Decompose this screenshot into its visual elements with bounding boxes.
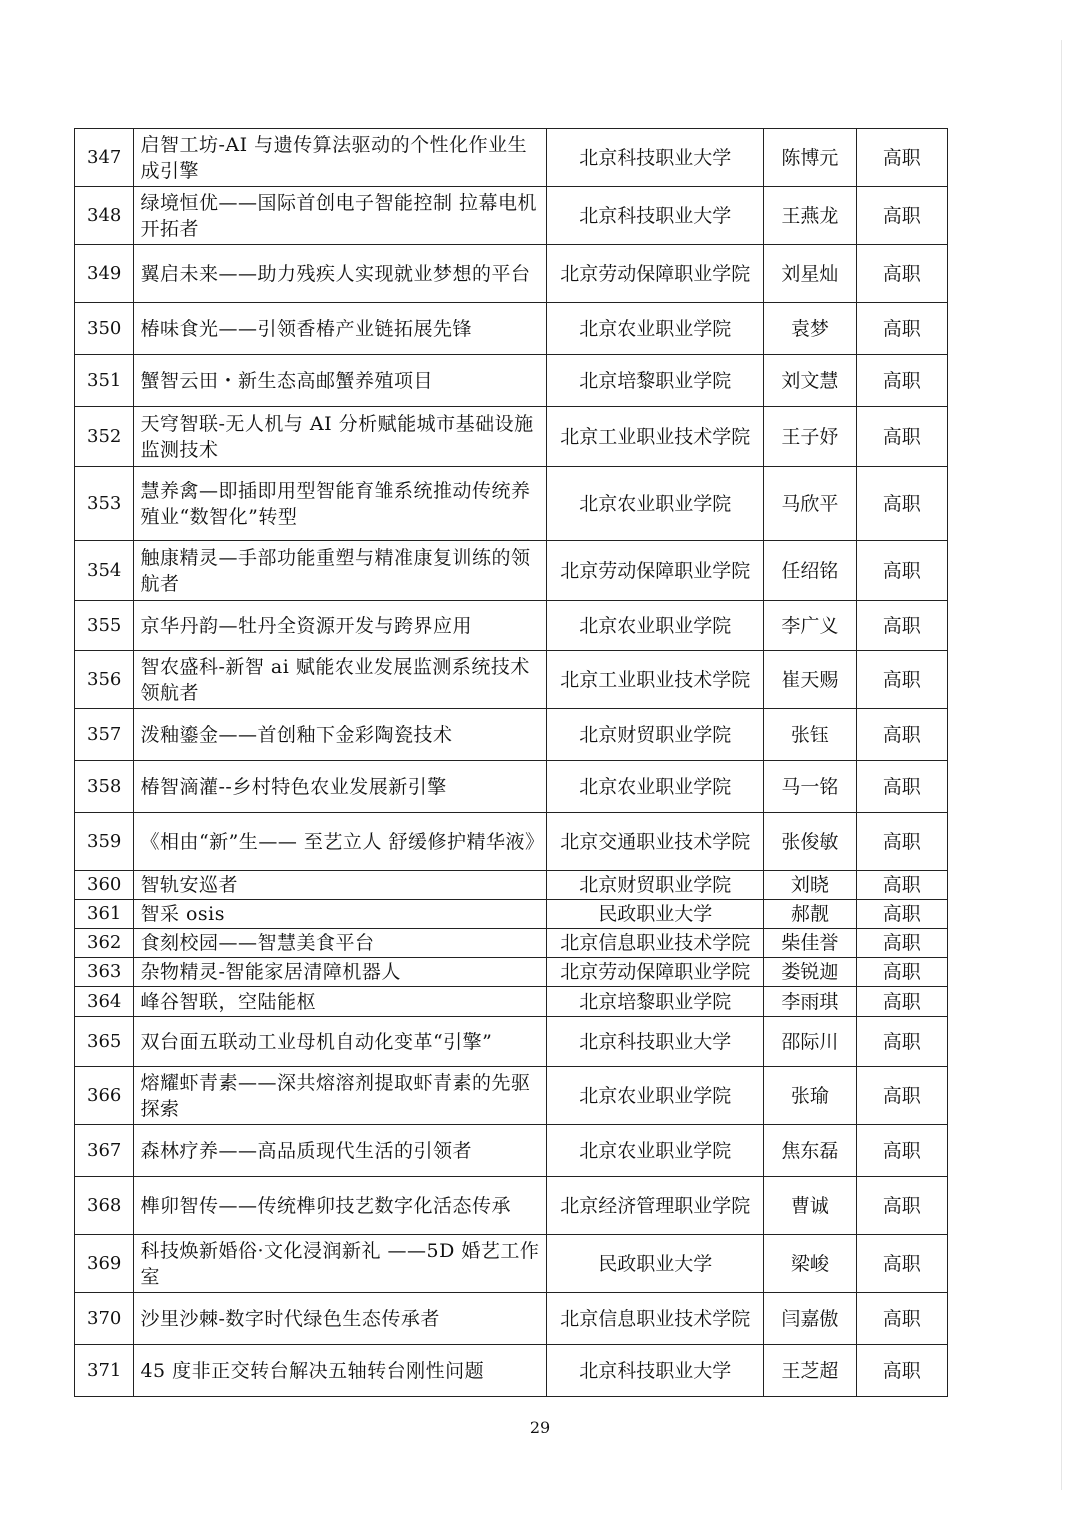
leader-cell: 王燕龙	[764, 187, 856, 245]
leader-cell: 刘文慧	[764, 355, 856, 407]
leader-cell: 焦东磊	[764, 1125, 856, 1177]
school-cell: 北京信息职业技术学院	[547, 1293, 764, 1345]
table-row	[75, 651, 948, 709]
table-row	[75, 987, 948, 1017]
row-number-cell: 363	[75, 958, 134, 987]
leader-cell: 张俊敏	[764, 813, 856, 871]
project-name-cell: 天穹智联-无人机与 AI 分析赋能城市基础设施监测技术	[134, 407, 547, 467]
project-name-cell: 智采 osis	[134, 900, 547, 929]
school-cell: 北京劳动保障职业学院	[547, 245, 764, 303]
table-row	[75, 761, 948, 813]
school-cell: 北京经济管理职业学院	[547, 1177, 764, 1235]
leader-cell: 李广义	[764, 601, 856, 651]
school-cell: 民政职业大学	[547, 1235, 764, 1293]
row-number-cell: 353	[75, 467, 134, 541]
row-number-cell: 361	[75, 900, 134, 929]
scan-margin-line	[1061, 40, 1062, 1490]
level-cell: 高职	[856, 303, 947, 355]
row-number-cell: 369	[75, 1235, 134, 1293]
table-row	[75, 871, 948, 900]
row-number-cell: 371	[75, 1345, 134, 1397]
school-cell: 北京劳动保障职业学院	[547, 958, 764, 987]
school-cell: 北京信息职业技术学院	[547, 929, 764, 958]
table-row	[75, 1125, 948, 1177]
project-name-cell: 泼釉鎏金——首创釉下金彩陶瓷技术	[134, 709, 547, 761]
school-cell: 北京农业职业学院	[547, 1067, 764, 1125]
table-row	[75, 900, 948, 929]
award-list-body	[75, 129, 948, 1397]
leader-cell: 邵际川	[764, 1017, 856, 1067]
leader-cell: 袁梦	[764, 303, 856, 355]
page-number: 29	[529, 1418, 551, 1437]
project-name-cell: 杂物精灵-智能家居清障机器人	[134, 958, 547, 987]
row-number-cell: 358	[75, 761, 134, 813]
project-name-cell: 科技焕新婚俗·文化浸润新礼 ——5D 婚艺工作室	[134, 1235, 547, 1293]
level-cell: 高职	[856, 871, 947, 900]
level-cell: 高职	[856, 1125, 947, 1177]
table-row	[75, 187, 948, 245]
table-row	[75, 129, 948, 187]
project-name-cell: 启智工坊-AI 与遗传算法驱动的个性化作业生成引擎	[134, 129, 547, 187]
leader-cell: 刘星灿	[764, 245, 856, 303]
project-name-cell: 京华丹韵—牡丹全资源开发与跨界应用	[134, 601, 547, 651]
table-row	[75, 355, 948, 407]
table-row	[75, 407, 948, 467]
table-row	[75, 958, 948, 987]
row-number-cell: 367	[75, 1125, 134, 1177]
project-name-cell: 森林疗养——高品质现代生活的引领者	[134, 1125, 547, 1177]
project-name-cell: 慧养禽—即插即用型智能育雏系统推动传统养殖业“数智化”转型	[134, 467, 547, 541]
school-cell: 北京农业职业学院	[547, 303, 764, 355]
leader-cell: 李雨琪	[764, 987, 856, 1017]
level-cell: 高职	[856, 601, 947, 651]
row-number-cell: 350	[75, 303, 134, 355]
level-cell: 高职	[856, 900, 947, 929]
school-cell: 北京工业职业技术学院	[547, 407, 764, 467]
leader-cell: 马一铭	[764, 761, 856, 813]
project-name-cell: 椿味食光——引领香椿产业链拓展先锋	[134, 303, 547, 355]
row-number-cell: 354	[75, 541, 134, 601]
table-row	[75, 929, 948, 958]
project-name-cell: 智轨安巡者	[134, 871, 547, 900]
level-cell: 高职	[856, 929, 947, 958]
project-name-cell: 熔耀虾青素——深共熔溶剂提取虾青素的先驱探索	[134, 1067, 547, 1125]
level-cell: 高职	[856, 355, 947, 407]
school-cell: 北京农业职业学院	[547, 601, 764, 651]
school-cell: 北京培黎职业学院	[547, 987, 764, 1017]
level-cell: 高职	[856, 129, 947, 187]
leader-cell: 闫嘉傲	[764, 1293, 856, 1345]
row-number-cell: 351	[75, 355, 134, 407]
project-name-cell: 榫卯智传——传统榫卯技艺数字化活态传承	[134, 1177, 547, 1235]
project-name-cell: 触康精灵—手部功能重塑与精准康复训练的领航者	[134, 541, 547, 601]
row-number-cell: 360	[75, 871, 134, 900]
level-cell: 高职	[856, 467, 947, 541]
table-row	[75, 1067, 948, 1125]
row-number-cell: 365	[75, 1017, 134, 1067]
level-cell: 高职	[856, 987, 947, 1017]
level-cell: 高职	[856, 245, 947, 303]
leader-cell: 曹诚	[764, 1177, 856, 1235]
leader-cell: 梁峻	[764, 1235, 856, 1293]
school-cell: 北京科技职业大学	[547, 1017, 764, 1067]
table-row	[75, 1293, 948, 1345]
table-row	[75, 541, 948, 601]
row-number-cell: 368	[75, 1177, 134, 1235]
level-cell: 高职	[856, 1345, 947, 1397]
table-row	[75, 303, 948, 355]
level-cell: 高职	[856, 407, 947, 467]
row-number-cell: 364	[75, 987, 134, 1017]
project-name-cell: 沙里沙棘-数字时代绿色生态传承者	[134, 1293, 547, 1345]
level-cell: 高职	[856, 958, 947, 987]
table-row	[75, 1177, 948, 1235]
project-name-cell: 45 度非正交转台解决五轴转台刚性问题	[134, 1345, 547, 1397]
project-name-cell: 智农盛科-新智 ai 赋能农业发展监测系统技术领航者	[134, 651, 547, 709]
table-row	[75, 1017, 948, 1067]
row-number-cell: 370	[75, 1293, 134, 1345]
school-cell: 北京工业职业技术学院	[547, 651, 764, 709]
project-name-cell: 翼启未来——助力残疾人实现就业梦想的平台	[134, 245, 547, 303]
level-cell: 高职	[856, 1017, 947, 1067]
table-row	[75, 1235, 948, 1293]
leader-cell: 刘晓	[764, 871, 856, 900]
school-cell: 北京农业职业学院	[547, 467, 764, 541]
table-row	[75, 245, 948, 303]
level-cell: 高职	[856, 813, 947, 871]
table-row	[75, 1345, 948, 1397]
leader-cell: 郝靓	[764, 900, 856, 929]
row-number-cell: 349	[75, 245, 134, 303]
level-cell: 高职	[856, 1293, 947, 1345]
project-name-cell: 椿智滴灌--乡村特色农业发展新引擎	[134, 761, 547, 813]
level-cell: 高职	[856, 761, 947, 813]
level-cell: 高职	[856, 1067, 947, 1125]
leader-cell: 张钰	[764, 709, 856, 761]
school-cell: 北京财贸职业学院	[547, 709, 764, 761]
project-name-cell: 蟹智云田・新生态高邮蟹养殖项目	[134, 355, 547, 407]
row-number-cell: 355	[75, 601, 134, 651]
leader-cell: 王子妤	[764, 407, 856, 467]
row-number-cell: 357	[75, 709, 134, 761]
project-name-cell: 绿境恒优——国际首创电子智能控制 拉幕电机开拓者	[134, 187, 547, 245]
leader-cell: 柴佳誉	[764, 929, 856, 958]
school-cell: 北京交通职业技术学院	[547, 813, 764, 871]
table-row	[75, 813, 948, 871]
school-cell: 北京科技职业大学	[547, 1345, 764, 1397]
leader-cell: 陈博元	[764, 129, 856, 187]
school-cell: 北京农业职业学院	[547, 761, 764, 813]
level-cell: 高职	[856, 1235, 947, 1293]
level-cell: 高职	[856, 187, 947, 245]
leader-cell: 娄锐迦	[764, 958, 856, 987]
row-number-cell: 366	[75, 1067, 134, 1125]
leader-cell: 王芝超	[764, 1345, 856, 1397]
level-cell: 高职	[856, 541, 947, 601]
leader-cell: 马欣平	[764, 467, 856, 541]
project-name-cell: 双台面五联动工业母机自动化变革“引擎”	[134, 1017, 547, 1067]
school-cell: 北京财贸职业学院	[547, 871, 764, 900]
school-cell: 北京科技职业大学	[547, 187, 764, 245]
leader-cell: 张瑜	[764, 1067, 856, 1125]
level-cell: 高职	[856, 1177, 947, 1235]
row-number-cell: 362	[75, 929, 134, 958]
row-number-cell: 356	[75, 651, 134, 709]
school-cell: 北京劳动保障职业学院	[547, 541, 764, 601]
row-number-cell: 359	[75, 813, 134, 871]
table-row	[75, 601, 948, 651]
school-cell: 北京科技职业大学	[547, 129, 764, 187]
table-row	[75, 467, 948, 541]
row-number-cell: 348	[75, 187, 134, 245]
project-name-cell: 《相由“新”生—— 至艺立人 舒缓修护精华液》	[134, 813, 547, 871]
project-name-cell: 峰谷智联，空陆能枢	[134, 987, 547, 1017]
row-number-cell: 347	[75, 129, 134, 187]
school-cell: 民政职业大学	[547, 900, 764, 929]
level-cell: 高职	[856, 709, 947, 761]
leader-cell: 崔天赐	[764, 651, 856, 709]
level-cell: 高职	[856, 651, 947, 709]
school-cell: 北京农业职业学院	[547, 1125, 764, 1177]
award-list-table	[74, 128, 948, 1397]
table-row	[75, 709, 948, 761]
school-cell: 北京培黎职业学院	[547, 355, 764, 407]
leader-cell: 任绍铭	[764, 541, 856, 601]
row-number-cell: 352	[75, 407, 134, 467]
project-name-cell: 食刻校园——智慧美食平台	[134, 929, 547, 958]
